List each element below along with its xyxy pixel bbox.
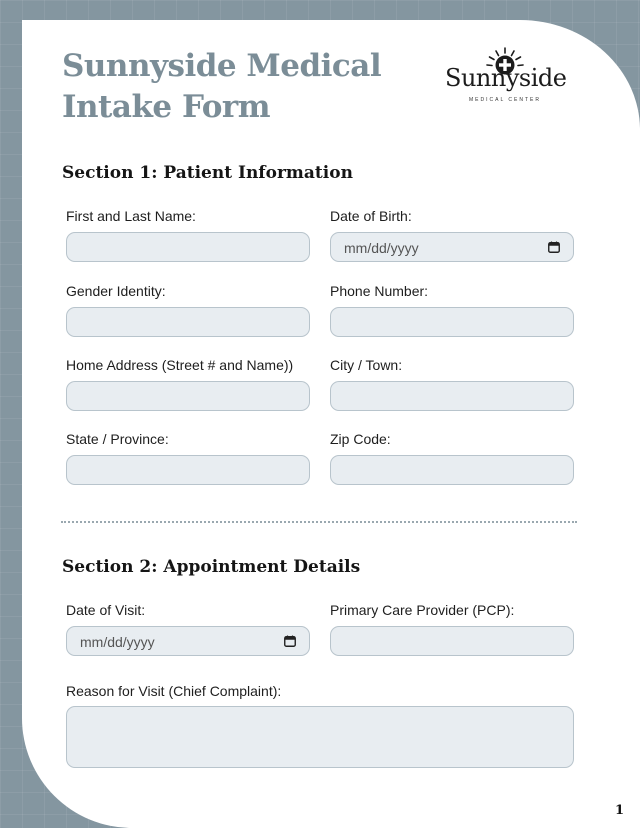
title-line-1: Sunnyside Medical (62, 48, 382, 84)
first-last-name-field[interactable] (66, 232, 310, 262)
page-number: 1 (615, 803, 625, 818)
logo-subtitle: MEDICAL CENTER (469, 97, 541, 103)
first-last-name-label: First and Last Name: (66, 208, 196, 224)
sunnyside-logo (442, 46, 567, 106)
section-1-title: Section 1: Patient Information (62, 163, 353, 183)
zip-code-label: Zip Code: (330, 431, 391, 447)
date-of-visit-placeholder: mm/dd/yyyy (80, 634, 155, 650)
state-province-label: State / Province: (66, 431, 169, 447)
section-divider (61, 521, 577, 523)
home-address-field[interactable] (66, 381, 310, 411)
gender-identity-field[interactable] (66, 307, 310, 337)
date-of-birth-label: Date of Birth: (330, 208, 412, 224)
form-page (22, 20, 640, 828)
section-2-title: Section 2: Appointment Details (62, 557, 361, 577)
date-of-visit-field[interactable] (66, 626, 310, 656)
phone-number-label: Phone Number: (330, 283, 429, 299)
gender-identity-label: Gender Identity: (66, 283, 166, 299)
calendar-icon[interactable] (548, 241, 560, 253)
page-title (62, 46, 381, 128)
zip-code-field[interactable] (330, 455, 574, 485)
calendar-icon[interactable] (284, 635, 296, 647)
pcp-field[interactable] (330, 626, 574, 656)
pcp-label: Primary Care Provider (PCP): (330, 602, 515, 618)
title-line-2: Intake Form (62, 89, 271, 125)
city-town-field[interactable] (330, 381, 574, 411)
phone-number-field[interactable] (330, 307, 574, 337)
date-of-birth-field[interactable] (330, 232, 574, 262)
logo-wordmark: Sunnyside (445, 64, 567, 92)
reason-for-visit-label: Reason for Visit (Chief Complaint): (66, 683, 282, 699)
date-of-visit-label: Date of Visit: (66, 602, 146, 618)
state-province-field[interactable] (66, 455, 310, 485)
reason-for-visit-field[interactable] (66, 706, 574, 768)
date-of-birth-placeholder: mm/dd/yyyy (344, 240, 419, 256)
home-address-label: Home Address (Street # and Name)) (66, 357, 294, 373)
city-town-label: City / Town: (330, 357, 403, 373)
